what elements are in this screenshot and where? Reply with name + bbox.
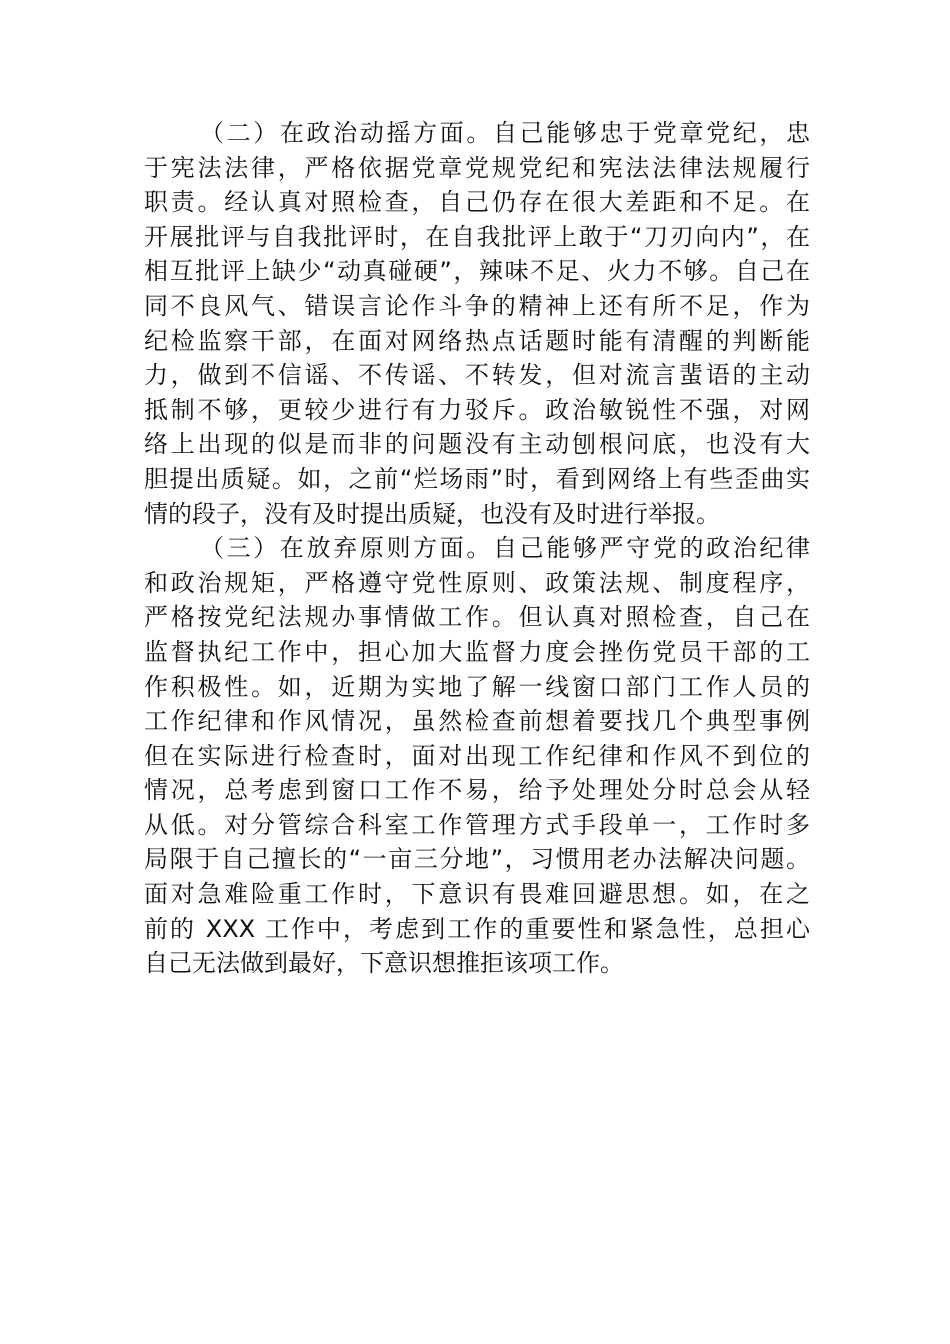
- paragraph-3-line-5: 作积极性。如，近期为实地了解一线窗口部门工作人员的: [144, 672, 810, 701]
- paragraph-2-line-11: 胆提出质疑。如，之前“烂场雨”时，看到网络上有些歪曲实: [144, 464, 810, 493]
- paragraph-3-line-12: 前的 XXX 工作中，考虑到工作的重要性和紧急性，总担心: [144, 914, 810, 943]
- paragraph-3-line-11: 面对急难险重工作时，下意识有畏难回避思想。如，在之: [144, 880, 810, 909]
- paragraph-2-line-8: 力，做到不信谣、不传谣、不转发，但对流言蜚语的主动: [144, 361, 810, 390]
- paragraph-2-line-3: 职责。经认真对照检查，自己仍存在很大差距和不足。在: [144, 188, 810, 217]
- paragraph-2-line-5: 相互批评上缺少“动真碰硬”，辣味不足、火力不够。自己在: [144, 257, 810, 286]
- paragraph-3-line-7: 但在实际进行检查时，面对出现工作纪律和作风不到位的: [144, 741, 810, 770]
- paragraph-2-line-12: 情的段子，没有及时提出质疑，也没有及时进行举报。: [144, 499, 720, 528]
- paragraph-2-line-4: 开展批评与自我批评时，在自我批评上敢于“刀刃向内”，在: [144, 222, 810, 251]
- paragraph-3-line-1: （三）在放弃原则方面。自己能够严守党的政治纪律: [200, 534, 810, 563]
- paragraph-2-line-1: （二）在政治动摇方面。自己能够忠于党章党纪，忠: [200, 119, 810, 147]
- paragraph-2-line-2: 于宪法法律，严格依据党章党规党纪和宪法法律法规履行: [144, 153, 810, 182]
- paragraph-3-line-13: 自己无法做到最好，下意识想推拒该项工作。: [144, 949, 624, 978]
- paragraph-3-line-3: 严格按党纪法规办事情做工作。但认真对照检查，自己在: [144, 603, 810, 632]
- paragraph-3-line-6: 工作纪律和作风情况，虽然检查前想着要找几个典型事例: [144, 707, 810, 736]
- paragraph-3-line-2: 和政治规矩，严格遵守党性原则、政策法规、制度程序，: [144, 568, 810, 597]
- paragraph-2-line-6: 同不良风气、错误言论作斗争的精神上还有所不足，作为: [144, 291, 810, 320]
- paragraph-2-line-10: 络上出现的似是而非的问题没有主动刨根问底，也没有大: [144, 430, 810, 459]
- paragraph-3-line-4: 监督执纪工作中，担心加大监督力度会挫伤党员干部的工: [144, 637, 810, 666]
- paragraph-3-line-10: 局限于自己擅长的“一亩三分地”，习惯用老办法解决问题。: [144, 845, 810, 874]
- document-body: [144, 116, 810, 981]
- paragraph-2-line-7: 纪检监察干部，在面对网络热点话题时能有清醒的判断能: [144, 326, 810, 355]
- paragraph-3-line-8: 情况，总考虑到窗口工作不易，给予处理处分时总会从轻: [144, 776, 810, 805]
- paragraph-3-line-9: 从低。对分管综合科室工作管理方式手段单一，工作时多: [144, 810, 810, 839]
- paragraph-2-line-9: 抵制不够，更较少进行有力驳斥。政治敏锐性不强，对网: [144, 395, 810, 424]
